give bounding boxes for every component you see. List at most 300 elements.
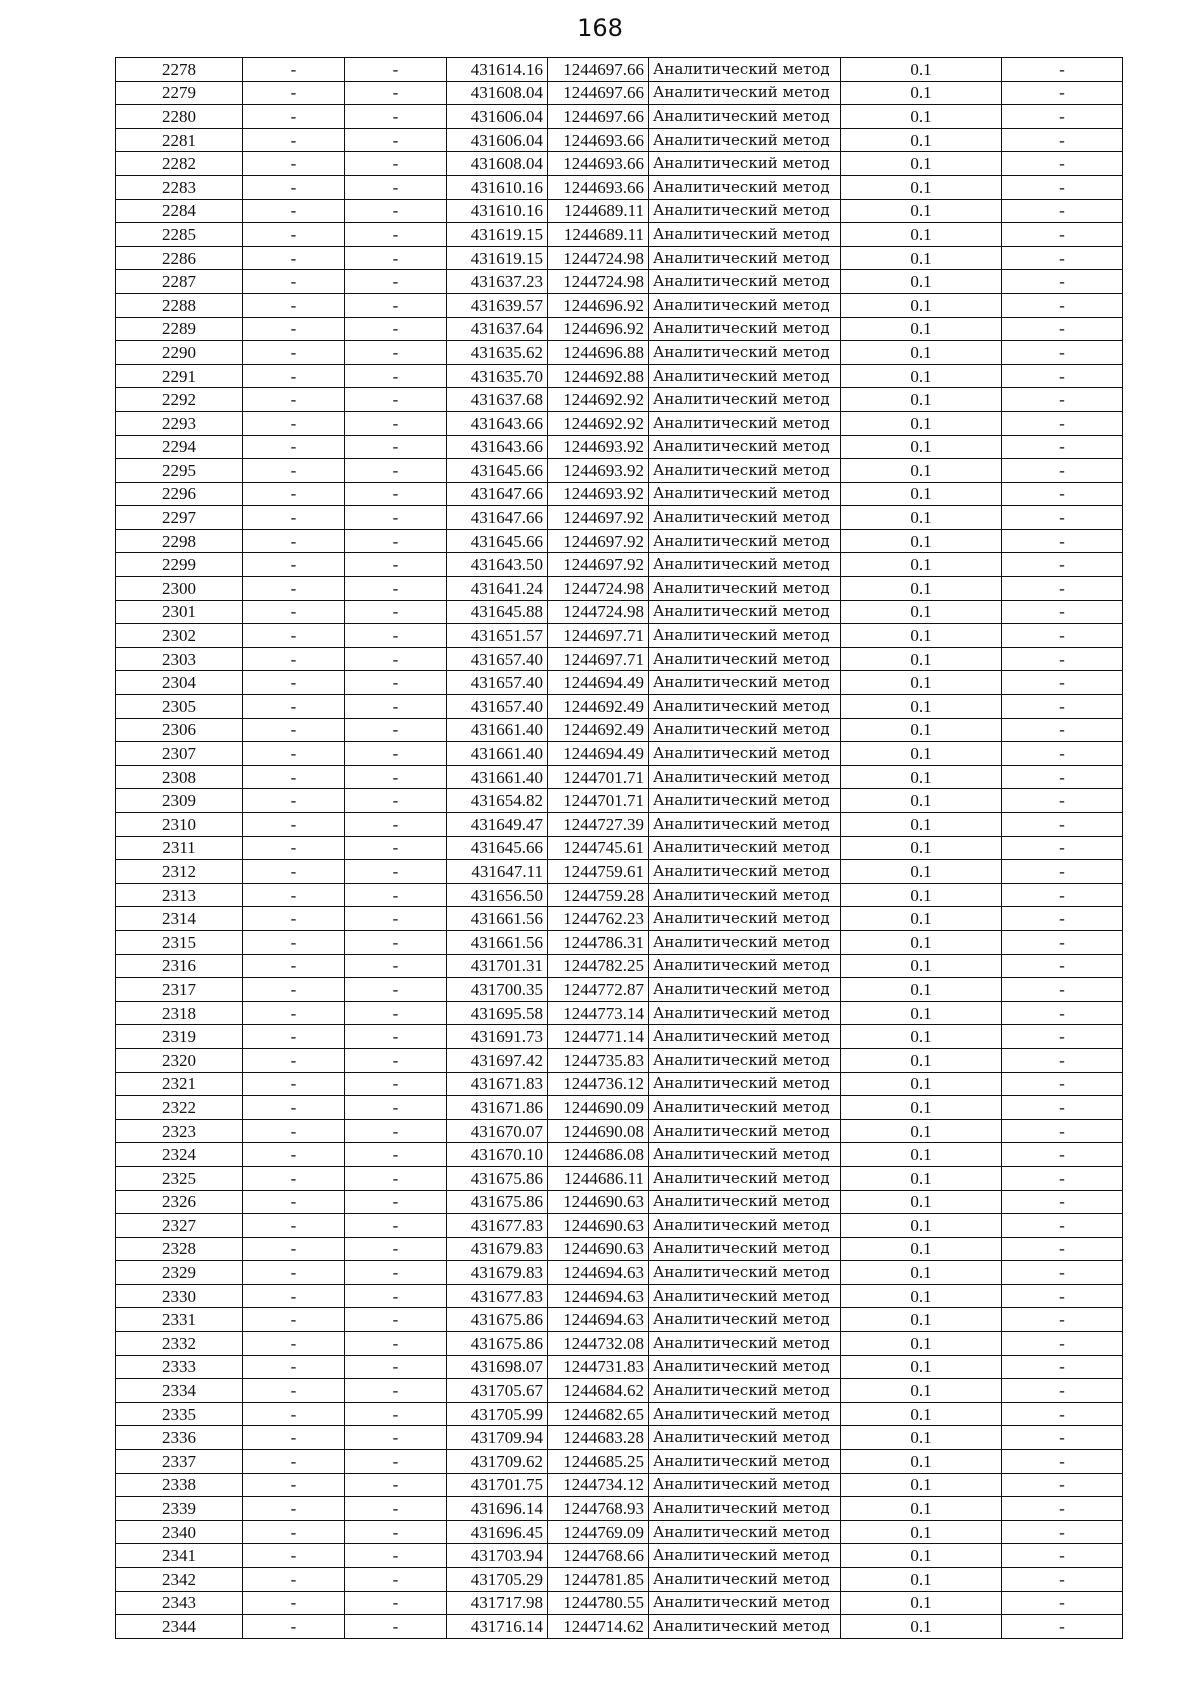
method-cell: Аналитический метод <box>649 600 841 624</box>
table-row <box>116 506 1123 530</box>
method-cell: Аналитический метод <box>649 1166 841 1190</box>
method-cell: Аналитический метод <box>649 860 841 884</box>
method-cell: Аналитический метод <box>649 175 841 199</box>
coord-x-cell: 431705.29 <box>447 1568 548 1592</box>
col-2-cell: - <box>243 152 345 176</box>
point-number-cell: 2331 <box>116 1308 243 1332</box>
coord-x-cell: 431645.66 <box>447 459 548 483</box>
col-3-cell: - <box>345 624 447 648</box>
point-number-cell: 2336 <box>116 1426 243 1450</box>
coord-x-cell: 431701.31 <box>447 954 548 978</box>
precision-cell: 0.1 <box>841 1001 1002 1025</box>
point-number-cell: 2332 <box>116 1332 243 1356</box>
coord-y-cell: 1244736.12 <box>548 1072 649 1096</box>
table-row <box>116 647 1123 671</box>
precision-cell: 0.1 <box>841 577 1002 601</box>
col-3-cell: - <box>345 1355 447 1379</box>
col-2-cell: - <box>243 435 345 459</box>
col-8-cell: - <box>1002 1544 1123 1568</box>
col-8-cell: - <box>1002 1402 1123 1426</box>
col-8-cell: - <box>1002 553 1123 577</box>
table-row <box>116 1001 1123 1025</box>
col-3-cell: - <box>345 1166 447 1190</box>
col-8-cell: - <box>1002 1096 1123 1120</box>
point-number-cell: 2295 <box>116 459 243 483</box>
coord-y-cell: 1244693.92 <box>548 435 649 459</box>
col-2-cell: - <box>243 742 345 766</box>
method-cell: Аналитический метод <box>649 223 841 247</box>
precision-cell: 0.1 <box>841 1473 1002 1497</box>
table-row <box>116 1072 1123 1096</box>
coord-x-cell: 431675.86 <box>447 1190 548 1214</box>
coord-x-cell: 431647.11 <box>447 860 548 884</box>
col-3-cell: - <box>345 1520 447 1544</box>
coord-x-cell: 431639.57 <box>447 293 548 317</box>
col-8-cell: - <box>1002 577 1123 601</box>
method-cell: Аналитический метод <box>649 317 841 341</box>
point-number-cell: 2321 <box>116 1072 243 1096</box>
coord-y-cell: 1244697.66 <box>548 58 649 82</box>
col-2-cell: - <box>243 1072 345 1096</box>
precision-cell: 0.1 <box>841 553 1002 577</box>
table-row <box>116 1214 1123 1238</box>
coord-y-cell: 1244696.88 <box>548 341 649 365</box>
precision-cell: 0.1 <box>841 695 1002 719</box>
col-2-cell: - <box>243 246 345 270</box>
table-row <box>116 978 1123 1002</box>
coord-y-cell: 1244694.63 <box>548 1261 649 1285</box>
col-3-cell: - <box>345 813 447 837</box>
col-2-cell: - <box>243 647 345 671</box>
point-number-cell: 2298 <box>116 529 243 553</box>
coord-y-cell: 1244692.92 <box>548 388 649 412</box>
col-2-cell: - <box>243 482 345 506</box>
table-row <box>116 1402 1123 1426</box>
col-2-cell: - <box>243 978 345 1002</box>
point-number-cell: 2333 <box>116 1355 243 1379</box>
coord-y-cell: 1244682.65 <box>548 1402 649 1426</box>
precision-cell: 0.1 <box>841 978 1002 1002</box>
coord-y-cell: 1244780.55 <box>548 1591 649 1615</box>
coord-x-cell: 431645.88 <box>447 600 548 624</box>
coord-x-cell: 431700.35 <box>447 978 548 1002</box>
table-row <box>116 270 1123 294</box>
coord-y-cell: 1244689.11 <box>548 199 649 223</box>
table-row <box>116 341 1123 365</box>
point-number-cell: 2304 <box>116 671 243 695</box>
coord-x-cell: 431677.83 <box>447 1284 548 1308</box>
col-2-cell: - <box>243 459 345 483</box>
col-3-cell: - <box>345 58 447 82</box>
point-number-cell: 2338 <box>116 1473 243 1497</box>
coord-x-cell: 431696.45 <box>447 1520 548 1544</box>
method-cell: Аналитический метод <box>649 1237 841 1261</box>
method-cell: Аналитический метод <box>649 1332 841 1356</box>
coord-y-cell: 1244782.25 <box>548 954 649 978</box>
col-2-cell: - <box>243 1473 345 1497</box>
coord-x-cell: 431643.66 <box>447 435 548 459</box>
coord-y-cell: 1244701.71 <box>548 765 649 789</box>
point-number-cell: 2322 <box>116 1096 243 1120</box>
table-row <box>116 1332 1123 1356</box>
coord-y-cell: 1244697.66 <box>548 81 649 105</box>
col-3-cell: - <box>345 1237 447 1261</box>
col-8-cell: - <box>1002 341 1123 365</box>
col-2-cell: - <box>243 1402 345 1426</box>
table-row <box>116 58 1123 82</box>
col-2-cell: - <box>243 1379 345 1403</box>
col-8-cell: - <box>1002 1166 1123 1190</box>
method-cell: Аналитический метод <box>649 1355 841 1379</box>
method-cell: Аналитический метод <box>649 695 841 719</box>
point-number-cell: 2296 <box>116 482 243 506</box>
table-row <box>116 1497 1123 1521</box>
col-8-cell: - <box>1002 81 1123 105</box>
coord-x-cell: 431643.50 <box>447 553 548 577</box>
method-cell: Аналитический метод <box>649 246 841 270</box>
table-row <box>116 1450 1123 1474</box>
coord-y-cell: 1244693.92 <box>548 459 649 483</box>
coord-x-cell: 431641.24 <box>447 577 548 601</box>
coord-x-cell: 431709.94 <box>447 1426 548 1450</box>
col-8-cell: - <box>1002 671 1123 695</box>
coord-x-cell: 431657.40 <box>447 695 548 719</box>
coord-y-cell: 1244759.28 <box>548 883 649 907</box>
precision-cell: 0.1 <box>841 529 1002 553</box>
col-8-cell: - <box>1002 1591 1123 1615</box>
coord-y-cell: 1244693.92 <box>548 482 649 506</box>
point-number-cell: 2318 <box>116 1001 243 1025</box>
precision-cell: 0.1 <box>841 907 1002 931</box>
coord-x-cell: 431679.83 <box>447 1261 548 1285</box>
precision-cell: 0.1 <box>841 883 1002 907</box>
method-cell: Аналитический метод <box>649 1402 841 1426</box>
col-3-cell: - <box>345 1096 447 1120</box>
col-3-cell: - <box>345 81 447 105</box>
method-cell: Аналитический метод <box>649 765 841 789</box>
precision-cell: 0.1 <box>841 647 1002 671</box>
coord-y-cell: 1244724.98 <box>548 600 649 624</box>
table-row <box>116 860 1123 884</box>
coord-y-cell: 1244683.28 <box>548 1426 649 1450</box>
col-3-cell: - <box>345 223 447 247</box>
coord-y-cell: 1244685.25 <box>548 1450 649 1474</box>
coord-x-cell: 431709.62 <box>447 1450 548 1474</box>
precision-cell: 0.1 <box>841 293 1002 317</box>
point-number-cell: 2307 <box>116 742 243 766</box>
coord-x-cell: 431647.66 <box>447 506 548 530</box>
point-number-cell: 2313 <box>116 883 243 907</box>
method-cell: Аналитический метод <box>649 978 841 1002</box>
coord-y-cell: 1244734.12 <box>548 1473 649 1497</box>
col-3-cell: - <box>345 364 447 388</box>
point-number-cell: 2289 <box>116 317 243 341</box>
col-2-cell: - <box>243 1190 345 1214</box>
col-3-cell: - <box>345 199 447 223</box>
table-row <box>116 813 1123 837</box>
point-number-cell: 2293 <box>116 411 243 435</box>
col-3-cell: - <box>345 860 447 884</box>
precision-cell: 0.1 <box>841 600 1002 624</box>
col-8-cell: - <box>1002 105 1123 129</box>
point-number-cell: 2335 <box>116 1402 243 1426</box>
table-row <box>116 1355 1123 1379</box>
point-number-cell: 2316 <box>116 954 243 978</box>
point-number-cell: 2291 <box>116 364 243 388</box>
col-2-cell: - <box>243 388 345 412</box>
precision-cell: 0.1 <box>841 1544 1002 1568</box>
coord-y-cell: 1244724.98 <box>548 577 649 601</box>
coord-y-cell: 1244762.23 <box>548 907 649 931</box>
col-3-cell: - <box>345 718 447 742</box>
col-2-cell: - <box>243 1355 345 1379</box>
table-row <box>116 1096 1123 1120</box>
table-row <box>116 695 1123 719</box>
table-row <box>116 388 1123 412</box>
col-2-cell: - <box>243 1591 345 1615</box>
coord-y-cell: 1244686.08 <box>548 1143 649 1167</box>
method-cell: Аналитический метод <box>649 718 841 742</box>
precision-cell: 0.1 <box>841 506 1002 530</box>
col-2-cell: - <box>243 765 345 789</box>
col-3-cell: - <box>345 1591 447 1615</box>
coord-y-cell: 1244697.92 <box>548 529 649 553</box>
precision-cell: 0.1 <box>841 1520 1002 1544</box>
coord-y-cell: 1244694.63 <box>548 1284 649 1308</box>
coord-x-cell: 431635.70 <box>447 364 548 388</box>
method-cell: Аналитический метод <box>649 459 841 483</box>
coord-x-cell: 431705.67 <box>447 1379 548 1403</box>
method-cell: Аналитический метод <box>649 105 841 129</box>
col-3-cell: - <box>345 765 447 789</box>
col-2-cell: - <box>243 671 345 695</box>
col-3-cell: - <box>345 1402 447 1426</box>
coord-x-cell: 431608.04 <box>447 81 548 105</box>
method-cell: Аналитический метод <box>649 577 841 601</box>
col-2-cell: - <box>243 1615 345 1639</box>
point-number-cell: 2317 <box>116 978 243 1002</box>
coord-x-cell: 431675.86 <box>447 1308 548 1332</box>
method-cell: Аналитический метод <box>649 529 841 553</box>
col-8-cell: - <box>1002 1143 1123 1167</box>
precision-cell: 0.1 <box>841 1166 1002 1190</box>
table-row <box>116 529 1123 553</box>
col-8-cell: - <box>1002 930 1123 954</box>
coord-y-cell: 1244731.83 <box>548 1355 649 1379</box>
col-3-cell: - <box>345 1261 447 1285</box>
table-row <box>116 435 1123 459</box>
col-8-cell: - <box>1002 1025 1123 1049</box>
coord-y-cell: 1244732.08 <box>548 1332 649 1356</box>
coord-x-cell: 431637.23 <box>447 270 548 294</box>
col-2-cell: - <box>243 813 345 837</box>
precision-cell: 0.1 <box>841 671 1002 695</box>
precision-cell: 0.1 <box>841 128 1002 152</box>
coord-x-cell: 431656.50 <box>447 883 548 907</box>
coord-x-cell: 431643.66 <box>447 411 548 435</box>
table-row <box>116 128 1123 152</box>
precision-cell: 0.1 <box>841 836 1002 860</box>
col-2-cell: - <box>243 1261 345 1285</box>
coord-y-cell: 1244701.71 <box>548 789 649 813</box>
coord-y-cell: 1244692.88 <box>548 364 649 388</box>
method-cell: Аналитический метод <box>649 742 841 766</box>
col-2-cell: - <box>243 1119 345 1143</box>
col-8-cell: - <box>1002 813 1123 837</box>
coord-x-cell: 431670.10 <box>447 1143 548 1167</box>
point-number-cell: 2320 <box>116 1048 243 1072</box>
table-row <box>116 1615 1123 1639</box>
coord-x-cell: 431717.98 <box>447 1591 548 1615</box>
precision-cell: 0.1 <box>841 459 1002 483</box>
method-cell: Аналитический метод <box>649 411 841 435</box>
point-number-cell: 2323 <box>116 1119 243 1143</box>
table-row <box>116 293 1123 317</box>
point-number-cell: 2287 <box>116 270 243 294</box>
col-3-cell: - <box>345 482 447 506</box>
table-row <box>116 624 1123 648</box>
point-number-cell: 2339 <box>116 1497 243 1521</box>
precision-cell: 0.1 <box>841 223 1002 247</box>
coord-y-cell: 1244697.92 <box>548 506 649 530</box>
table-row <box>116 1025 1123 1049</box>
coord-y-cell: 1244692.92 <box>548 411 649 435</box>
col-2-cell: - <box>243 199 345 223</box>
col-2-cell: - <box>243 1332 345 1356</box>
precision-cell: 0.1 <box>841 1332 1002 1356</box>
method-cell: Аналитический метод <box>649 1426 841 1450</box>
coord-x-cell: 431701.75 <box>447 1473 548 1497</box>
coord-x-cell: 431606.04 <box>447 105 548 129</box>
col-2-cell: - <box>243 1025 345 1049</box>
coord-x-cell: 431697.42 <box>447 1048 548 1072</box>
col-2-cell: - <box>243 1237 345 1261</box>
precision-cell: 0.1 <box>841 317 1002 341</box>
col-8-cell: - <box>1002 459 1123 483</box>
method-cell: Аналитический метод <box>649 1615 841 1639</box>
col-3-cell: - <box>345 317 447 341</box>
table-row <box>116 1473 1123 1497</box>
coord-x-cell: 431619.15 <box>447 223 548 247</box>
coordinates-table <box>115 57 1123 1639</box>
table-row <box>116 1568 1123 1592</box>
col-2-cell: - <box>243 1001 345 1025</box>
coord-y-cell: 1244745.61 <box>548 836 649 860</box>
method-cell: Аналитический метод <box>649 1450 841 1474</box>
precision-cell: 0.1 <box>841 1615 1002 1639</box>
precision-cell: 0.1 <box>841 765 1002 789</box>
col-8-cell: - <box>1002 1072 1123 1096</box>
col-8-cell: - <box>1002 647 1123 671</box>
coord-y-cell: 1244690.63 <box>548 1214 649 1238</box>
point-number-cell: 2312 <box>116 860 243 884</box>
point-number-cell: 2314 <box>116 907 243 931</box>
coord-y-cell: 1244690.63 <box>548 1237 649 1261</box>
col-2-cell: - <box>243 81 345 105</box>
col-2-cell: - <box>243 789 345 813</box>
col-2-cell: - <box>243 1143 345 1167</box>
col-3-cell: - <box>345 930 447 954</box>
col-3-cell: - <box>345 411 447 435</box>
point-number-cell: 2310 <box>116 813 243 837</box>
precision-cell: 0.1 <box>841 341 1002 365</box>
col-3-cell: - <box>345 1284 447 1308</box>
table-row <box>116 1237 1123 1261</box>
col-8-cell: - <box>1002 860 1123 884</box>
precision-cell: 0.1 <box>841 718 1002 742</box>
table-row <box>116 1544 1123 1568</box>
table-row <box>116 883 1123 907</box>
table-row <box>116 742 1123 766</box>
col-8-cell: - <box>1002 1308 1123 1332</box>
coord-x-cell: 431675.86 <box>447 1166 548 1190</box>
table-row <box>116 317 1123 341</box>
method-cell: Аналитический метод <box>649 1568 841 1592</box>
col-8-cell: - <box>1002 246 1123 270</box>
col-3-cell: - <box>345 388 447 412</box>
precision-cell: 0.1 <box>841 954 1002 978</box>
method-cell: Аналитический метод <box>649 930 841 954</box>
point-number-cell: 2284 <box>116 199 243 223</box>
point-number-cell: 2294 <box>116 435 243 459</box>
col-2-cell: - <box>243 1544 345 1568</box>
point-number-cell: 2342 <box>116 1568 243 1592</box>
method-cell: Аналитический метод <box>649 388 841 412</box>
precision-cell: 0.1 <box>841 1119 1002 1143</box>
col-8-cell: - <box>1002 765 1123 789</box>
col-8-cell: - <box>1002 482 1123 506</box>
coord-y-cell: 1244696.92 <box>548 317 649 341</box>
coord-x-cell: 431671.86 <box>447 1096 548 1120</box>
col-2-cell: - <box>243 624 345 648</box>
point-number-cell: 2285 <box>116 223 243 247</box>
method-cell: Аналитический метод <box>649 836 841 860</box>
col-3-cell: - <box>345 506 447 530</box>
col-2-cell: - <box>243 883 345 907</box>
col-3-cell: - <box>345 695 447 719</box>
table-row <box>116 1261 1123 1285</box>
table-row <box>116 152 1123 176</box>
point-number-cell: 2326 <box>116 1190 243 1214</box>
coord-x-cell: 431657.40 <box>447 647 548 671</box>
precision-cell: 0.1 <box>841 482 1002 506</box>
table-row <box>116 765 1123 789</box>
col-2-cell: - <box>243 1308 345 1332</box>
col-8-cell: - <box>1002 364 1123 388</box>
precision-cell: 0.1 <box>841 1237 1002 1261</box>
coord-x-cell: 431645.66 <box>447 836 548 860</box>
precision-cell: 0.1 <box>841 1143 1002 1167</box>
precision-cell: 0.1 <box>841 813 1002 837</box>
coord-x-cell: 431606.04 <box>447 128 548 152</box>
table-row <box>116 1520 1123 1544</box>
precision-cell: 0.1 <box>841 789 1002 813</box>
point-number-cell: 2344 <box>116 1615 243 1639</box>
col-3-cell: - <box>345 978 447 1002</box>
method-cell: Аналитический метод <box>649 435 841 459</box>
point-number-cell: 2334 <box>116 1379 243 1403</box>
col-8-cell: - <box>1002 1520 1123 1544</box>
coord-y-cell: 1244781.85 <box>548 1568 649 1592</box>
table-row <box>116 954 1123 978</box>
col-2-cell: - <box>243 1450 345 1474</box>
point-number-cell: 2305 <box>116 695 243 719</box>
col-3-cell: - <box>345 907 447 931</box>
method-cell: Аналитический метод <box>649 199 841 223</box>
table-row <box>116 81 1123 105</box>
point-number-cell: 2309 <box>116 789 243 813</box>
method-cell: Аналитический метод <box>649 341 841 365</box>
